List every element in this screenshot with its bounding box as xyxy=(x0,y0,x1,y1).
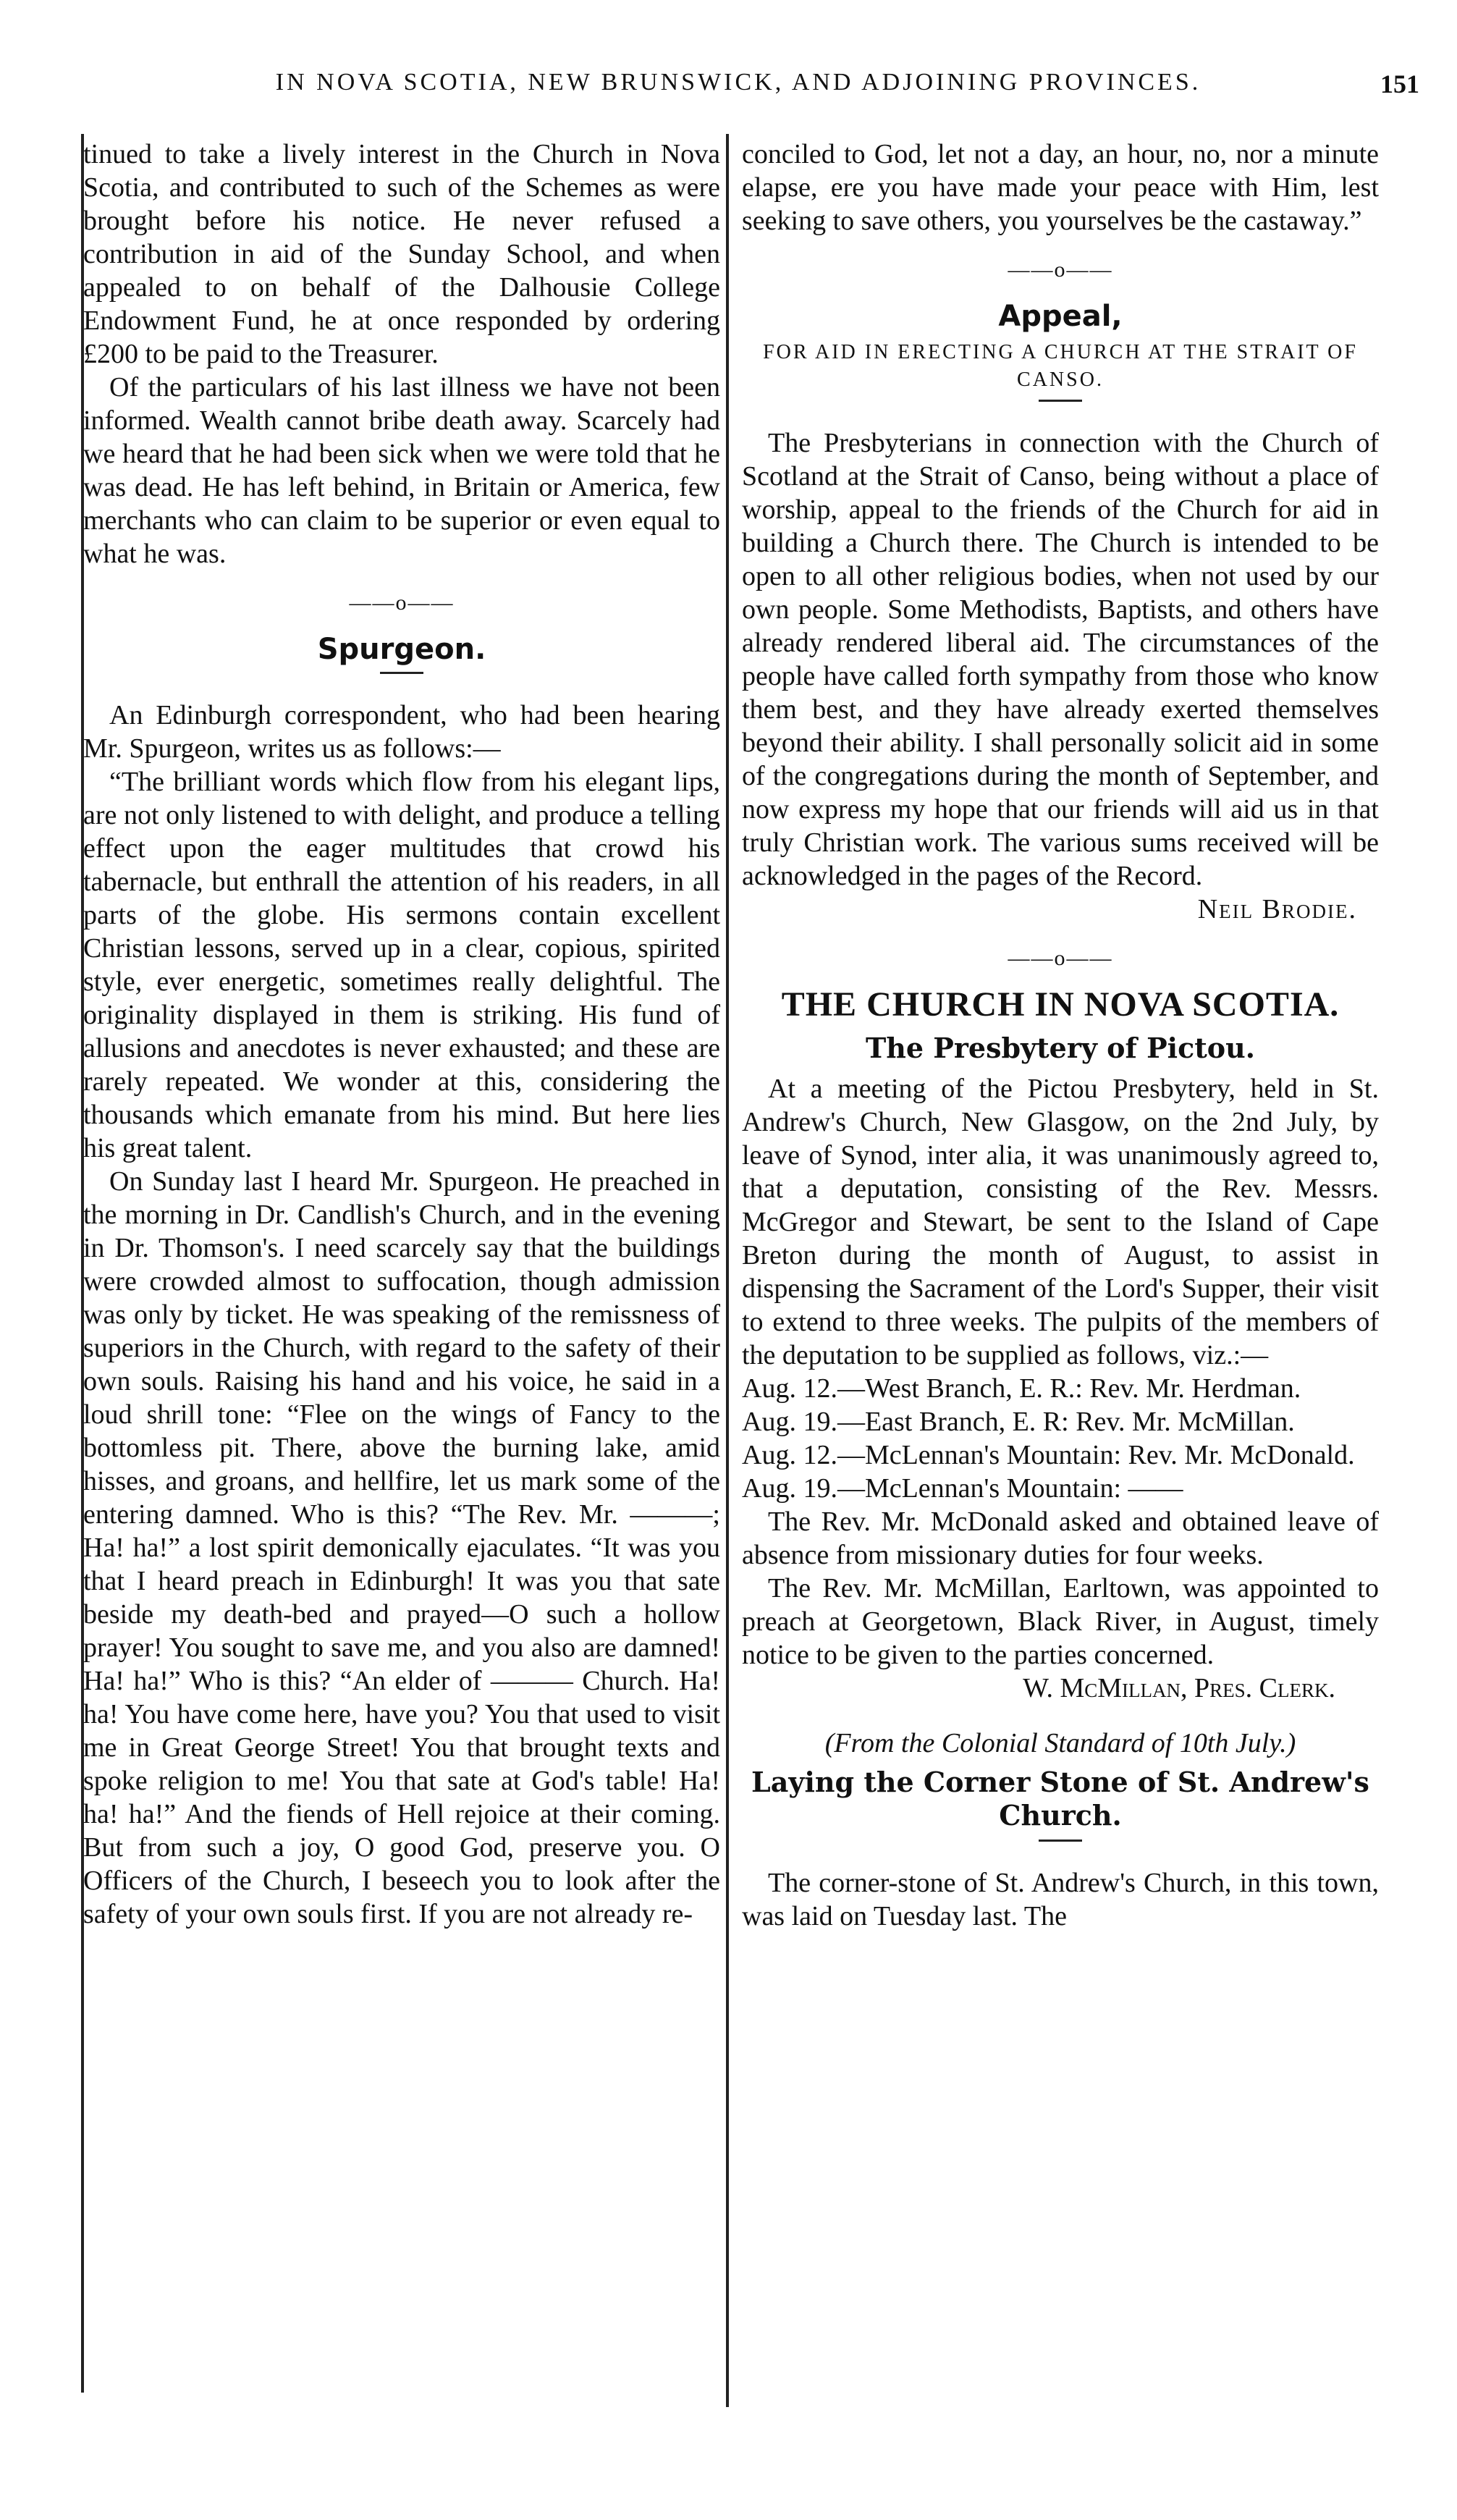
page-number: 151 xyxy=(1380,69,1419,98)
short-rule xyxy=(1039,400,1082,402)
source-line: (From the Colonial Standard of 10th July.) xyxy=(824,1728,1296,1758)
short-rule xyxy=(1039,1840,1082,1842)
short-rule xyxy=(380,672,423,674)
left-column xyxy=(83,138,720,1931)
appeal-heading: Appeal, xyxy=(998,300,1123,333)
spurgeon-paragraph-1: “The brilliant words which flow from his elegant lips, are not only listened to with delight, and produce a telling effect upon the eager multitudes that crowd his tabernacle, but enthrall the attention of his readers, in all parts of the globe. His sermons contain excellent Christian lessons, served up in a clear, copious, spirited style, ever energetic, sometimes really delightful. The originality displayed in them is striking. His fund of allusions and anecdotes is never exhausted; and these are rarely repeated. We wonder at this, considering the thousands which emanate from his mind. But here lies his great talent. xyxy=(83,767,720,1163)
laying-heading: Laying the Corner Stone of St. Andrew's Church. xyxy=(751,1766,1369,1832)
appointment-paragraph: The Rev. Mr. McMillan, Earltown, was appointed to preach at Georgetown, Black River, in August, timely notice to be given to the parties concerned. xyxy=(742,1573,1379,1670)
column-divider xyxy=(726,134,729,2407)
spurgeon-heading: Spurgeon. xyxy=(317,633,486,666)
church-section-title: THE CHURCH IN NOVA SCOTIA. xyxy=(781,985,1340,1024)
appeal-subheading: FOR AID IN ERECTING A CHURCH AT THE STRAIT OF CANSO. xyxy=(763,341,1358,391)
spurgeon-paragraph-2: On Sunday last I heard Mr. Spurgeon. He preached in the morning in Dr. Candlish's Church, and in the evening in Dr. Thomson's. I need scarcely say that the buildings were crowded almost to suffocation, though admission was only by ticket. He was speaking of the remissness of superiors in the Church, with regard to the safety of their own souls. Raising his hand and his voice, he said in a loud shrill tone: “Flee on the wings of Fancy to the bottomless pit. There, above the burning lake, amid hisses, and groans, and hellfire, let us mark some of the entering damned. Who is this? “The Rev. Mr. ———; Ha! ha!” a lost spirit demonically ejaculates. “It was you that I heard preach in Edinburgh! It was you that sate beside my death-bed and prayed—O such a hollow prayer! You sought to save me, and you also are damned! Ha! ha!” Who is this? “An elder of ——— Church. Ha! ha! You have come here, have you? You that used to visit me in Great George Street! You that brought texts and spoke religion to me! You that sate at God's table! Ha! ha! ha!” And the fiends of Hell rejoice at their coming. But from such a joy, O good God, preserve you. O Officers of the Church, I beseech you to look after the safety of your own souls first. If you are not already re- xyxy=(83,1166,720,1929)
presbytery-paragraph: At a meeting of the Pictou Presbytery, held in St. Andrew's Church, New Glasgow, on the 2nd July, by leave of Synod, inter alia, it was unanimously agreed to, that a deputation, consisting of the Rev. Messrs. McGregor and Stewart, be sent to the Island of Cape Breton during the month of August, to assist in dispensing the Sacrament of the Lord's Supper, their visit to extend to three weeks. The pulpits of the members of the deputation to be supplied as follows, viz.:— xyxy=(742,1074,1379,1370)
supply-item: Aug. 12.—West Branch, E. R.: Rev. Mr. Herdman. xyxy=(742,1373,1301,1404)
supply-item: Aug. 19.—East Branch, E. R: Rev. Mr. McMillan. xyxy=(742,1407,1295,1437)
leave-paragraph: The Rev. Mr. McDonald asked and obtained leave of absence from missionary duties for four weeks. xyxy=(742,1506,1379,1570)
clerk-signature: W. McMillan, Pres. Clerk. xyxy=(1023,1673,1335,1703)
spurgeon-conclusion: conciled to God, let not a day, an hour, no, nor a minute elapse, ere you have made your peace with Him, lest seeking to save others, you yourselves be the castaway.” xyxy=(742,139,1379,236)
obituary-paragraph-1: tinued to take a lively interest in the Church in Nova Scotia, and contributed to such of the Schemes as were brought before his notice. He never refused a contribution in aid of the Sunday School, and when appealed to on behalf of the Dalhousie College Endowment Fund, he at once responded by ordering £200 to be paid to the Treasurer. xyxy=(83,139,720,369)
spurgeon-intro: An Edinburgh correspondent, who had been hearing Mr. Spurgeon, writes us as follows:— xyxy=(83,700,720,764)
section-separator: ——o—— xyxy=(349,591,455,615)
appeal-paragraph: The Presbyterians in connection with the Church of Scotland at the Strait of Canso, being without a place of worship, appeal to the friends of the Church for aid in building a Church there. The Church is intended to be open to all other religious bodies, when not used by our own people. Some Methodists, Baptists, and others have already rendered liberal aid. The circumstances of the people have called forth sympathy from those who know them best, and they have already exerted themselves beyond their ability. I shall personally solicit aid in some of the congregations during the month of September, and now express my hope that our friends will aid us in that truly Christian work. The various sums received will be acknowledged in the pages of the Record. xyxy=(742,428,1379,891)
pictou-heading: The Presbytery of Pictou. xyxy=(865,1032,1255,1064)
right-column xyxy=(742,138,1379,1933)
supply-item: Aug. 19.—McLennan's Mountain: —— xyxy=(742,1473,1183,1504)
supply-item: Aug. 12.—McLennan's Mountain: Rev. Mr. McDonald. xyxy=(742,1440,1355,1470)
section-separator: ——o—— xyxy=(1008,946,1113,970)
obituary-paragraph-2: Of the particulars of his last illness we have not been informed. Wealth cannot bribe death away. Scarcely had we heard that he had been sick when we were told that he was dead. He has left behind, in Britain or America, few merchants who can claim to be superior or even equal to what he was. xyxy=(83,372,720,569)
appeal-signature: Neil Brodie. xyxy=(1197,894,1357,924)
running-head: IN NOVA SCOTIA, NEW BRUNSWICK, AND ADJOINING PROVINCES. xyxy=(275,69,1202,96)
laying-paragraph: The corner-stone of St. Andrew's Church, in this town, was laid on Tuesday last. The xyxy=(742,1868,1379,1931)
section-separator: ——o—— xyxy=(1008,258,1113,282)
page-header xyxy=(0,69,1457,112)
